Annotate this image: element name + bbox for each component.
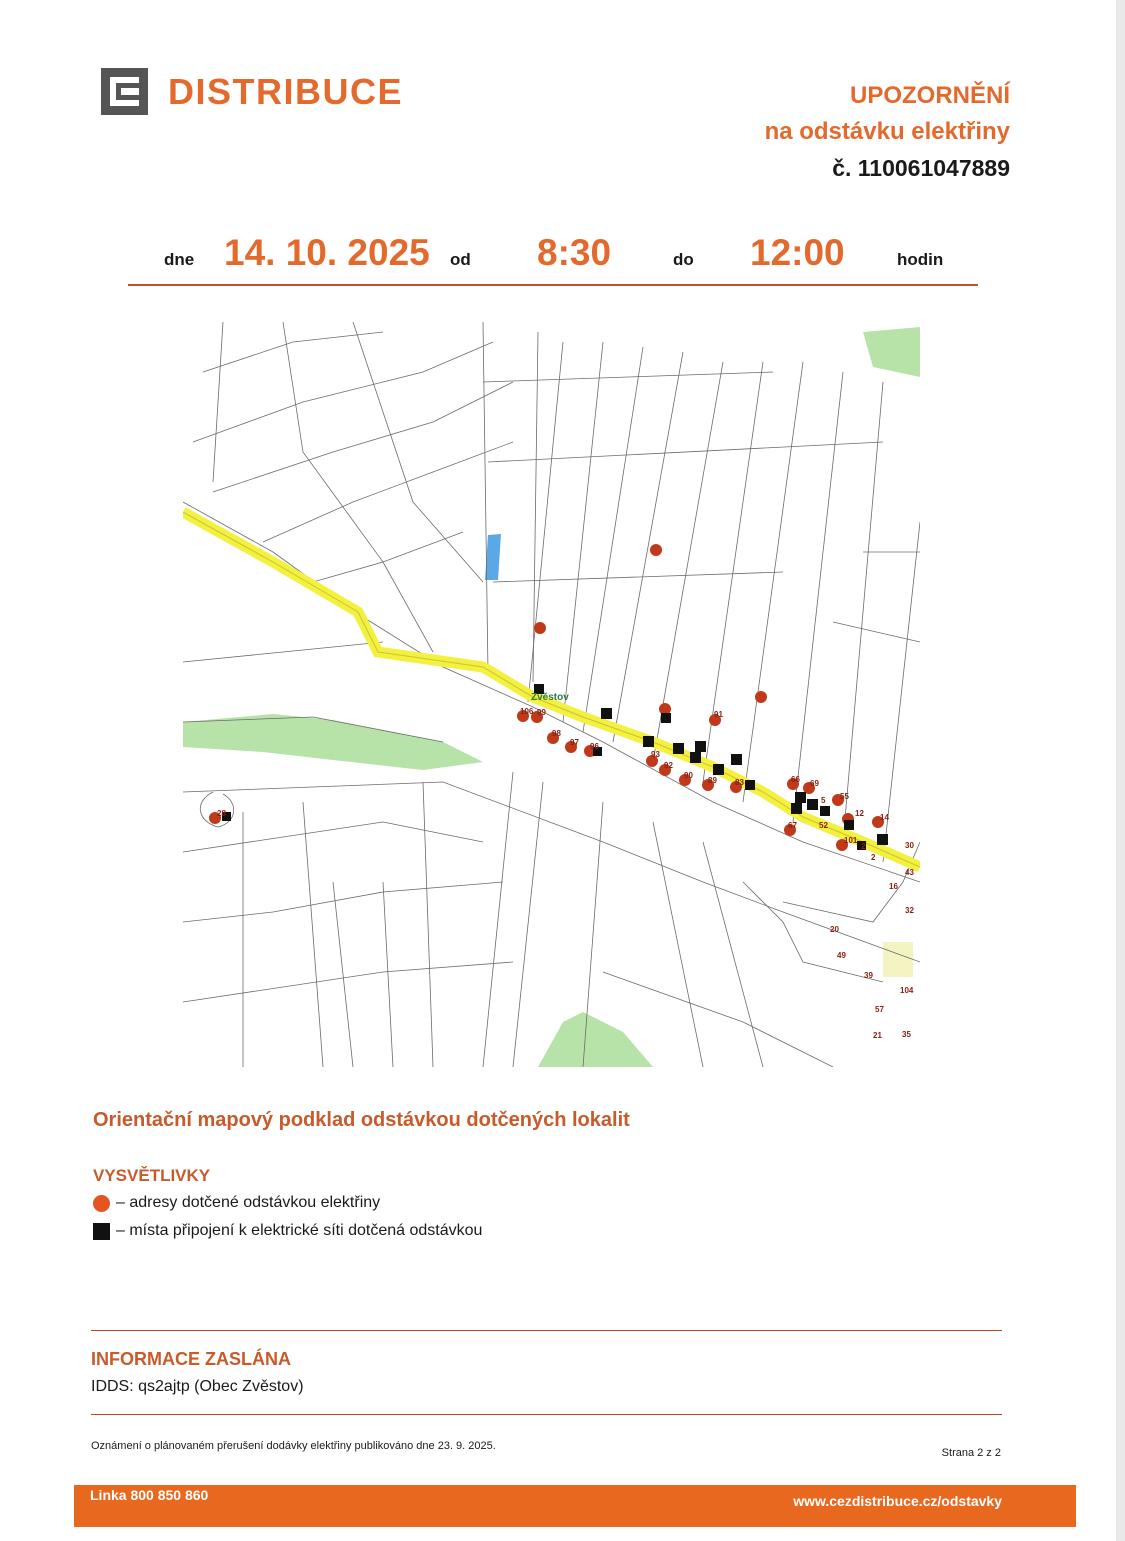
connection-point: [745, 780, 755, 790]
connection-point: [731, 754, 742, 765]
connection-point: [820, 806, 830, 816]
to-time: 12:00: [750, 232, 845, 273]
address-label: 98: [552, 729, 561, 738]
brand-name: DISTRIBUCE: [168, 70, 404, 112]
notice-subtitle: na odstávku elektřiny: [764, 118, 1010, 145]
divider: [91, 1330, 1002, 1331]
connection-point: [713, 764, 724, 775]
address-label: 99: [537, 708, 546, 717]
address-label: 91: [714, 710, 723, 719]
address-label: 21: [873, 1031, 882, 1040]
notice-title: UPOZORNĚNÍ: [849, 82, 1010, 109]
connection-point: [601, 708, 612, 719]
address-label: 43: [905, 868, 914, 877]
notice-number: č. 110061047889: [832, 155, 1010, 181]
address-label: 2: [861, 842, 866, 851]
address-dot: [755, 691, 767, 703]
address-label: 49: [837, 951, 846, 960]
connection-point: [795, 792, 806, 803]
building-area: [883, 942, 913, 977]
address-label: 28: [217, 809, 226, 818]
cez-logo: [101, 68, 403, 115]
address-dot: [534, 622, 546, 634]
connection-point: [643, 736, 654, 747]
outage-map: [183, 322, 920, 1067]
website-link[interactable]: www.cezdistribuce.cz/odstavky: [793, 1493, 1002, 1509]
connection-point: [690, 752, 701, 763]
outage-date: 14. 10. 2025: [224, 232, 430, 273]
address-label: 20: [830, 925, 839, 934]
connection-point: [807, 799, 818, 810]
address-label: 67: [788, 821, 797, 830]
village-label: Zvěstov: [531, 692, 569, 703]
cez-logo-icon: [101, 68, 148, 115]
map-caption: Orientační mapový podklad odstávkou dotčených lokalit: [93, 1109, 630, 1131]
address-label: 35: [902, 1030, 911, 1039]
connection-point: [695, 741, 706, 752]
hotline-text: Linka 800 850 860: [90, 1487, 209, 1503]
address-label: 52: [819, 821, 828, 830]
legend-address-text: – adresy dotčené odstávkou elektřiny: [116, 1194, 381, 1211]
publication-note: Oznámení o plánovaném přerušení dodávky elektřiny publikováno dne 23. 9. 2025.: [91, 1440, 496, 1452]
to-label: do: [673, 250, 694, 269]
address-label: 92: [664, 761, 673, 770]
address-label: 83: [735, 778, 744, 787]
connection-square-icon: [93, 1223, 110, 1240]
address-label: 57: [875, 1005, 884, 1014]
address-label: 106: [520, 707, 534, 716]
address-label: 32: [905, 906, 914, 915]
address-label: 55: [840, 792, 849, 801]
divider: [91, 1414, 1002, 1415]
address-label: 5: [821, 796, 826, 805]
address-label: 2: [871, 853, 876, 862]
address-label: 12: [855, 809, 864, 818]
legend-title: VYSVĚTLIVKY: [93, 1166, 211, 1185]
address-label: 30: [905, 841, 914, 850]
address-label: 14: [880, 813, 889, 822]
legend-item-address: [93, 1194, 380, 1212]
info-text: IDDS: qs2ajtp (Obec Zvěstov): [91, 1378, 304, 1395]
legend-item-connection: [93, 1222, 482, 1240]
connection-point: [673, 743, 684, 754]
info-title: INFORMACE ZASLÁNA: [91, 1349, 291, 1369]
address-dot-icon: [93, 1195, 110, 1212]
date-label: dne: [164, 250, 195, 269]
address-label: 104: [900, 986, 914, 995]
address-label: 16: [889, 882, 898, 891]
footer-bar: [74, 1485, 1076, 1527]
address-label: 97: [570, 738, 579, 747]
map-canvas: [183, 322, 920, 1067]
address-label: 101: [844, 836, 858, 845]
address-dot: [650, 544, 662, 556]
unit-label: hodin: [897, 250, 944, 269]
connection-point: [791, 803, 802, 814]
connection-point: [877, 834, 888, 845]
address-label: 90: [684, 771, 693, 780]
connection-point: [661, 713, 671, 723]
address-label: 69: [810, 779, 819, 788]
address-label: 93: [651, 750, 660, 759]
notice-heading: [765, 78, 1010, 186]
address-label: 89: [708, 776, 717, 785]
from-label: od: [450, 250, 471, 269]
outage-schedule: [128, 228, 978, 286]
address-label: 96: [590, 742, 599, 751]
address-label: 66: [791, 775, 800, 784]
from-time: 8:30: [537, 232, 612, 273]
connection-point: [844, 820, 854, 830]
page-number: Strana 2 z 2: [941, 1447, 1001, 1459]
address-label: 39: [864, 971, 873, 980]
legend-connection-text: – místa připojení k elektrické síti dotčená odstávkou: [116, 1222, 483, 1239]
